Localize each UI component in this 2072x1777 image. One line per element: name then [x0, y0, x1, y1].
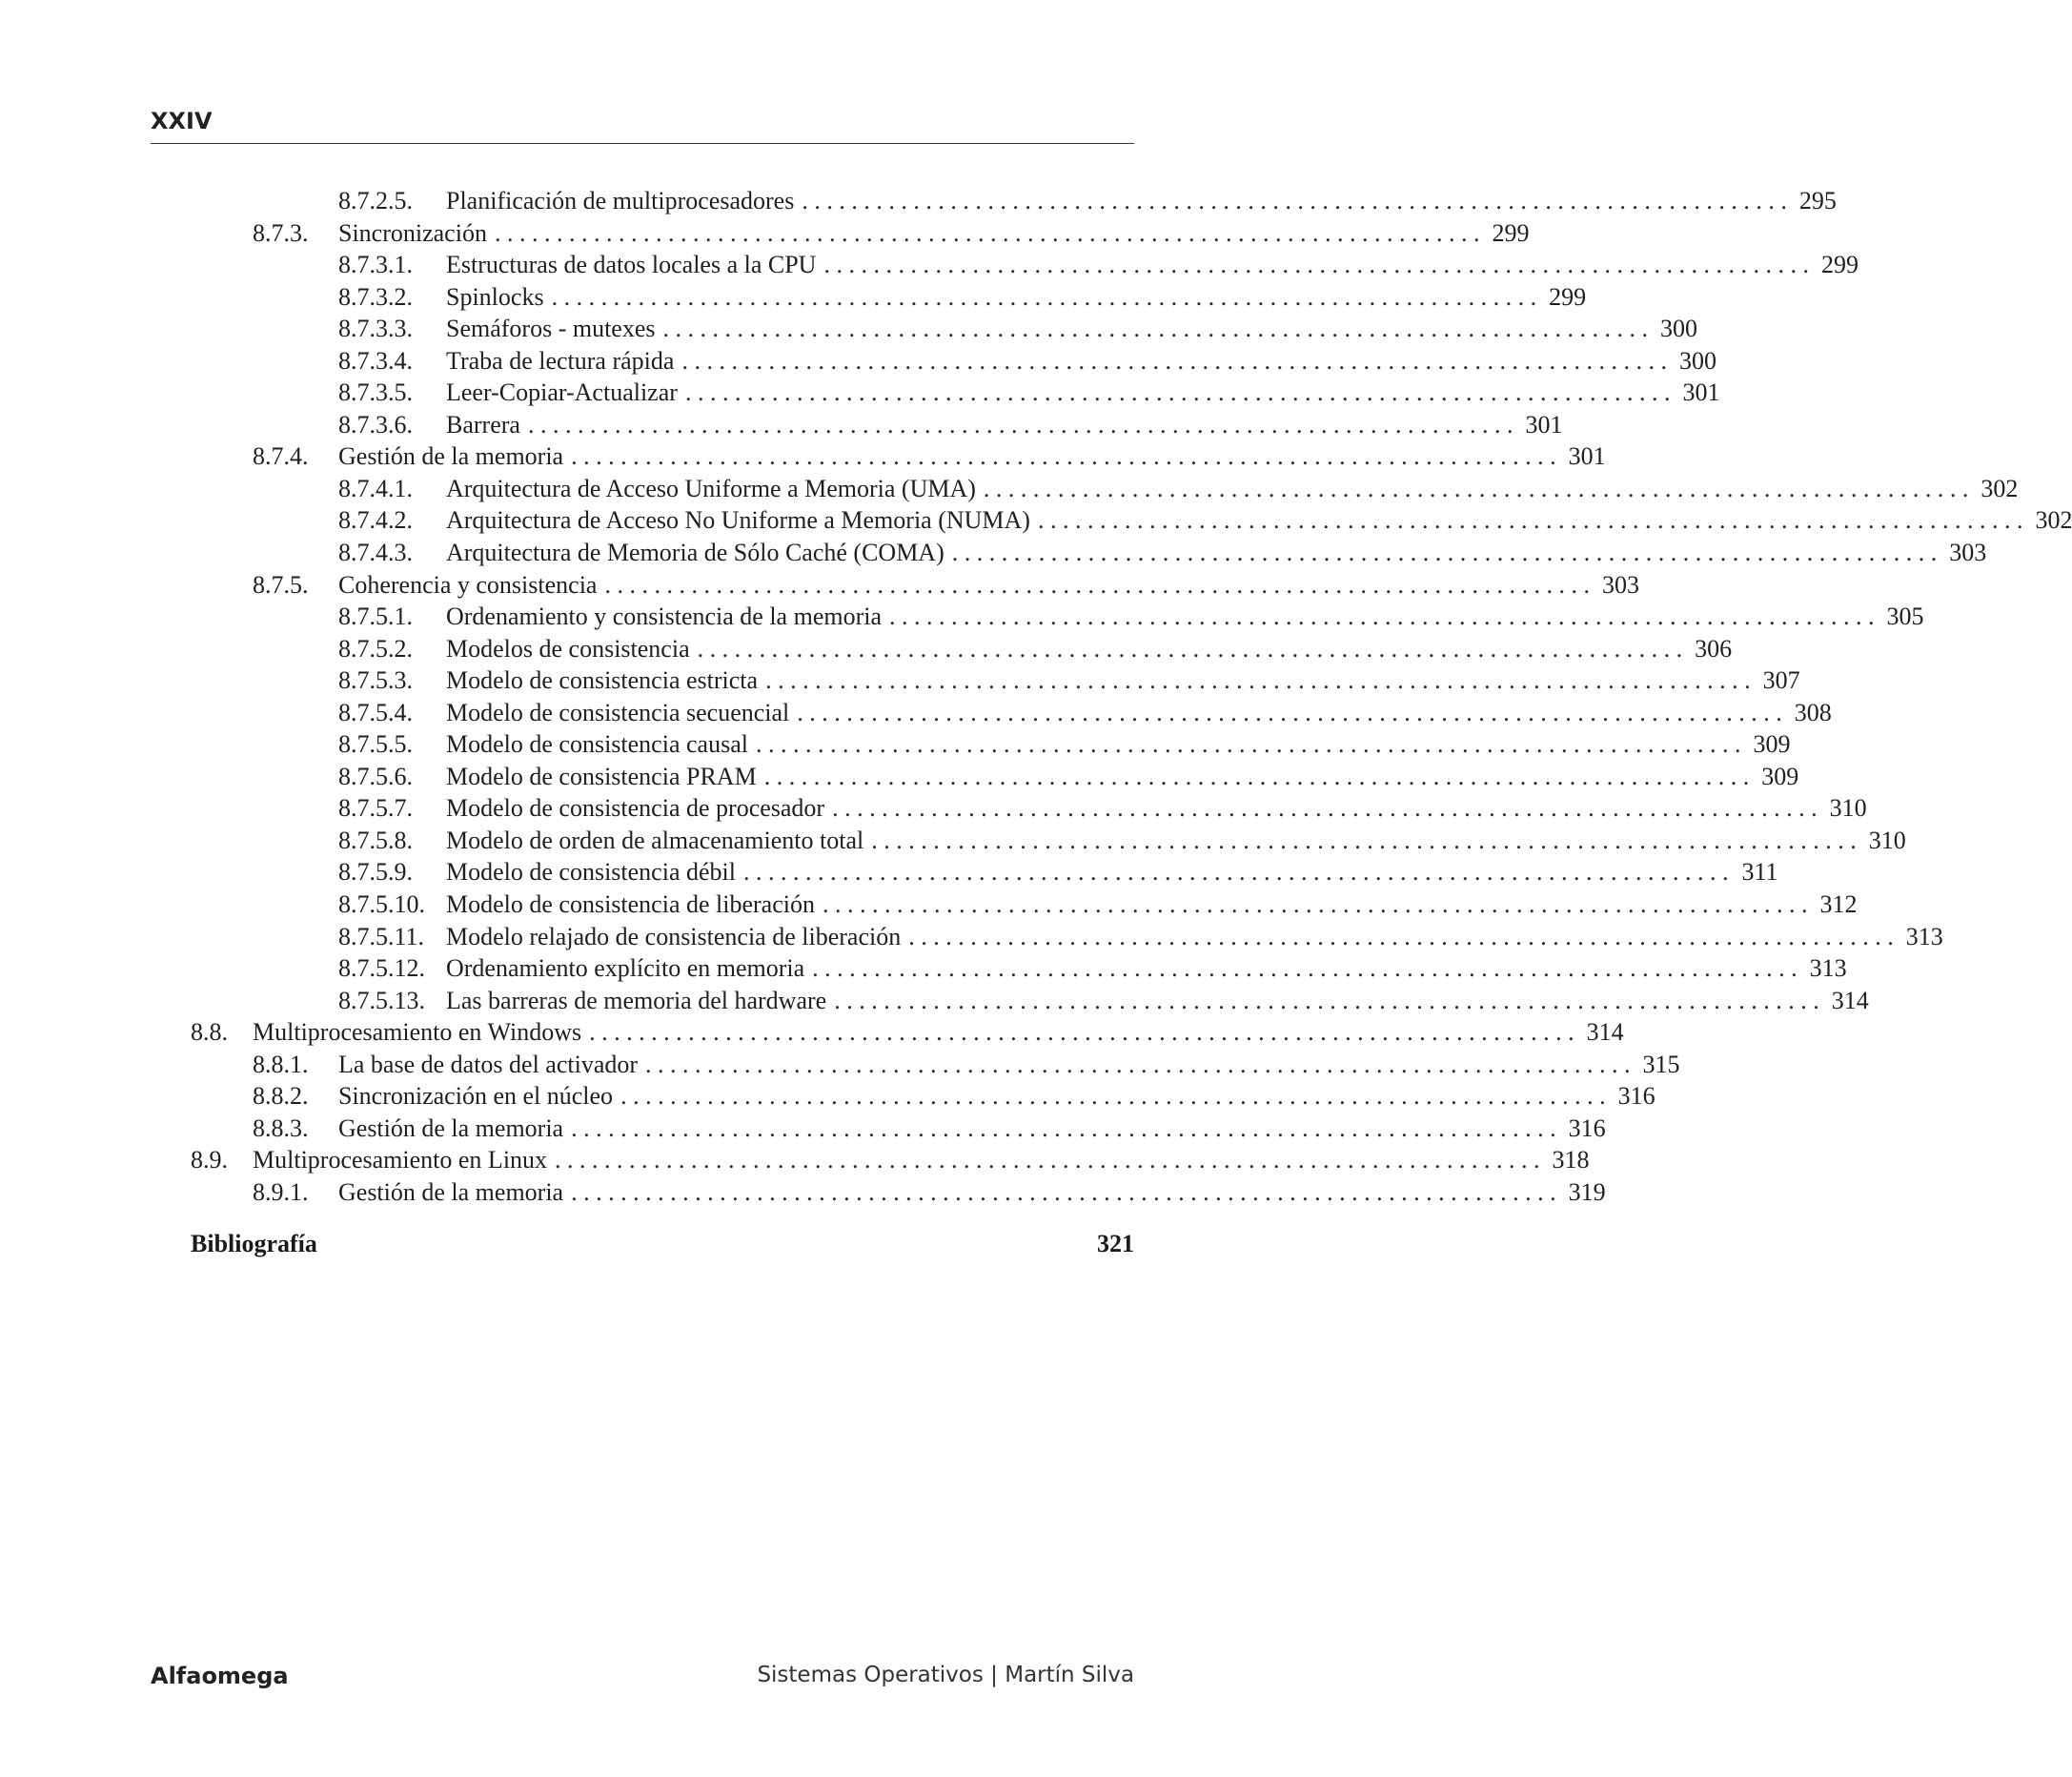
dot-leader: . . . . . . . . . . . . . . . . . . . . . . . . . . . . . . . . . . . . . . . . . . . . . . . . . . . . . . . . . . . . . . . . . . . . . . . . . . . . . . . . — [681, 346, 1667, 375]
toc-entry-number: 8.7.5.1. — [338, 603, 413, 631]
dot-leader: . . . . . . . . . . . . . . . . . . . . . . . . . . . . . . . . . . . . . . . . . . . . . . . . . . . . . . . . . . . . . . . . . . . . . . . . . . . . . . . . — [908, 922, 1894, 950]
toc-entry-number: 8.7.5. — [253, 570, 309, 599]
dot-leader: . . . . . . . . . . . . . . . . . . . . . . . . . . . . . . . . . . . . . . . . . . . . . . . . . . . . . . . . . . . . . . . . . . . . . . . . . . . . . . . . — [662, 315, 1649, 343]
toc-entry-body — [446, 601, 1924, 633]
toc-entry[interactable] — [0, 952, 1847, 985]
toc-entry-body — [338, 569, 1639, 602]
toc-entry-page: 310 — [1868, 826, 1906, 854]
toc-entry-title: Multiprocesamiento en Windows — [253, 1018, 582, 1047]
toc-entry-page: 301 — [1682, 378, 1720, 407]
toc-entry-number: 8.7.3.6. — [338, 410, 413, 439]
toc-entry-title: Arquitectura de Memoria de Sólo Caché (COMA) — [446, 539, 945, 567]
toc-entry-number: 8.7.4.3. — [338, 539, 413, 567]
dot-leader: . . . . . . . . . . . . . . . . . . . . . . . . . . . . . . . . . . . . . . . . . . . . . . . . . . . . . . . . . . . . . . . . . . . . . . . . . . . . . . . . — [555, 1146, 1540, 1174]
toc-entry-number: 8.7.5.7. — [338, 794, 413, 823]
toc-entry-page: 309 — [1753, 730, 1791, 759]
toc-entry[interactable] — [0, 249, 1859, 281]
toc-entry-title: Gestión de la memoria — [338, 442, 564, 471]
dot-leader: . . . . . . . . . . . . . . . . . . . . . . . . . . . . . . . . . . . . . . . . . . . . . . . . . . . . . . . . . . . . . . . . . . . . . . . . . . . . . . . . — [823, 251, 1809, 279]
toc-entry-title: Gestión de la memoria — [338, 1177, 564, 1206]
toc-entry[interactable] — [0, 888, 1858, 921]
toc-entry-page: 302 — [1981, 474, 2019, 502]
toc-entry-page: 311 — [1741, 858, 1778, 887]
dot-leader: . . . . . . . . . . . . . . . . . . . . . . . . . . . . . . . . . . . . . . . . . . . . . . . . . . . . . . . . . . . . . . . . . . . . . . . . . . . . . . . . — [983, 474, 1969, 502]
dot-leader: . . . . . . . . . . . . . . . . . . . . . . . . . . . . . . . . . . . . . . . . . . . . . . . . . . . . . . . . . . . . . . . . . . . . . . . . . . . . . . . . — [822, 890, 1808, 919]
toc-entry-body — [446, 697, 1832, 729]
page-roman-numeral: XXIV — [151, 108, 213, 134]
toc-entry-body — [446, 537, 1987, 569]
toc-entry-page: 300 — [1678, 346, 1717, 375]
toc-entry-title: Ordenamiento explícito en memoria — [446, 954, 805, 983]
dot-leader: . . . . . . . . . . . . . . . . . . . . . . . . . . . . . . . . . . . . . . . . . . . . . . . . . . . . . . . . . . . . . . . . . . . . . . . . . . . . . . . . — [1037, 506, 2023, 535]
toc-entry-number: 8.9.1. — [253, 1177, 309, 1206]
toc-entry-number: 8.7.5.3. — [338, 666, 413, 695]
toc-entry-body — [338, 1176, 1606, 1209]
dot-leader: . . . . . . . . . . . . . . . . . . . . . . . . . . . . . . . . . . . . . . . . . . . . . . . . . . . . . . . . . . . . . . . . . . . . . . . . . . . . . . . . — [802, 187, 1787, 214]
dot-leader: . . . . . . . . . . . . . . . . . . . . . . . . . . . . . . . . . . . . . . . . . . . . . . . . . . . . . . . . . . . . . . . . . . . . . . . . . . . . . . . . — [551, 282, 1537, 311]
toc-entry-page: 300 — [1660, 315, 1698, 343]
footer-book-author: Sistemas Operativos | Martín Silva — [757, 1663, 1134, 1687]
toc-entry[interactable] — [0, 1113, 1606, 1145]
toc-entry-body — [446, 633, 1733, 665]
toc-entry-body — [446, 921, 1943, 953]
toc-entry[interactable] — [0, 856, 1778, 888]
toc-entry-title: Traba de lectura rápida — [446, 346, 675, 375]
toc-entry-title: Modelo de consistencia PRAM — [446, 762, 757, 790]
toc-entry[interactable] — [0, 377, 1720, 409]
toc-entry-number: 8.7.4.1. — [338, 474, 413, 502]
toc-entry-page: 314 — [1831, 986, 1869, 1014]
toc-entry-body — [338, 217, 1530, 250]
toc-entry-title: Modelo de consistencia débil — [446, 858, 736, 887]
toc-entry-page: 318 — [1552, 1146, 1590, 1174]
toc-entry-body — [446, 504, 2072, 537]
toc-entry[interactable] — [0, 504, 2072, 537]
toc-entry-body — [338, 1049, 1680, 1081]
toc-entry-number: 8.7.5.11. — [338, 922, 425, 950]
toc-entry-page: 305 — [1886, 603, 1924, 631]
toc-entry[interactable] — [0, 985, 1869, 1017]
toc-entry-body — [446, 409, 1563, 441]
toc-entry-title: Semáforos - mutexes — [446, 315, 656, 343]
toc-entry[interactable] — [0, 537, 1987, 569]
toc-entry-number: 8.7.5.2. — [338, 634, 413, 663]
toc-entry-number: 8.7.3.5. — [338, 378, 413, 407]
toc-entry[interactable] — [0, 697, 1832, 729]
toc-entry-title: Modelos de consistencia — [446, 634, 690, 663]
toc-entry-page: 313 — [1809, 954, 1847, 983]
toc-entry-body — [446, 825, 1906, 857]
toc-entry-body — [446, 761, 1799, 793]
dot-leader: . . . . . . . . . . . . . . . . . . . . . . . . . . . . . . . . . . . . . . . . . . . . . . . . . . . . . . . . . . . . . . . . . . . . . . . . . . . . . . . . — [620, 1082, 1606, 1111]
toc-entry-title: Coherencia y consistencia — [338, 570, 598, 599]
toc-entry[interactable] — [0, 185, 1837, 217]
toc-entry-number: 8.7.5.5. — [338, 730, 413, 759]
toc-entry-title: Arquitectura de Acceso Uniforme a Memoria (UMA) — [446, 474, 976, 502]
toc-entry[interactable] — [0, 1049, 1680, 1081]
toc-entry[interactable] — [0, 1080, 1656, 1113]
toc-entry[interactable] — [0, 664, 1800, 697]
table-of-contents — [0, 185, 2072, 1209]
toc-entry-title: Ordenamiento y consistencia de la memoria — [446, 603, 883, 631]
toc-entry-title: Modelo de consistencia causal — [446, 730, 748, 759]
dot-leader: . . . . . . . . . . . . . . . . . . . . . . . . . . . . . . . . . . . . . . . . . . . . . . . . . . . . . . . . . . . . . . . . . . . . . . . . . . . . . . . . — [763, 762, 1750, 790]
toc-entry-number: 8.7.4.2. — [338, 506, 413, 535]
dot-leader: . . . . . . . . . . . . . . . . . . . . . . . . . . . . . . . . . . . . . . . . . . . . . . . . . . . . . . . . . . . . . . . . . . . . . . . . . . . . . . . . — [812, 954, 1798, 983]
toc-entry-body — [446, 952, 1847, 985]
toc-entry-body — [446, 728, 1791, 761]
toc-entry-title: Arquitectura de Acceso No Uniforme a Memoria (NUMA) — [446, 506, 1030, 535]
toc-entry-page: 315 — [1642, 1050, 1680, 1078]
toc-entry-page: 319 — [1568, 1177, 1606, 1206]
toc-entry-body — [338, 440, 1606, 473]
toc-entry-number: 8.8.1. — [253, 1050, 309, 1078]
toc-entry-title: Modelo de consistencia de liberación — [446, 890, 815, 919]
toc-entry-page: 309 — [1761, 762, 1799, 790]
toc-entry[interactable] — [0, 473, 2019, 505]
toc-entry-title: Leer-Copiar-Actualizar — [446, 378, 678, 407]
toc-entry-title: Modelo de consistencia estricta — [446, 666, 759, 695]
toc-entry-page: 301 — [1568, 442, 1606, 471]
toc-entry-page: 301 — [1525, 410, 1563, 439]
dot-leader: . . . . . . . . . . . . . . . . . . . . . . . . . . . . . . . . . . . . . . . . . . . . . . . . . . . . . . . . . . . . . . . . . . . . . . . . . . . . . . . . — [571, 1177, 1556, 1206]
toc-entry-number: 8.8.2. — [253, 1082, 309, 1111]
toc-entry-page: 302 — [2035, 506, 2072, 535]
toc-entry-number: 8.7.3.3. — [338, 315, 413, 343]
bibliography-page: 321 — [1097, 1230, 1134, 1257]
toc-entry[interactable] — [0, 1016, 1624, 1049]
toc-entry-page: 303 — [1601, 570, 1639, 599]
toc-entry-page: 306 — [1695, 634, 1733, 663]
toc-entry-body — [253, 1144, 1590, 1176]
toc-entry-body — [446, 664, 1800, 697]
toc-entry-page: 313 — [1905, 922, 1943, 950]
toc-entry[interactable] — [0, 313, 1698, 345]
toc-entry-page: 316 — [1617, 1082, 1656, 1111]
dot-leader: . . . . . . . . . . . . . . . . . . . . . . . . . . . . . . . . . . . . . . . . . . . . . . . . . . . . . . . . . . . . . . . . . . . . . . . . . . . . . . . . — [589, 1018, 1574, 1047]
toc-entry-number: 8.7.2.5. — [338, 187, 413, 214]
dot-leader: . . . . . . . . . . . . . . . . . . . . . . . . . . . . . . . . . . . . . . . . . . . . . . . . . . . . . . . . . . . . . . . . . . . . . . . . . . . . . . . . — [797, 698, 1782, 726]
toc-entry-number: 8.8. — [191, 1018, 228, 1047]
toc-entry[interactable] — [0, 1144, 1590, 1176]
toc-entry[interactable] — [0, 281, 1587, 314]
toc-entry-body — [253, 1016, 1624, 1049]
dot-leader: . . . . . . . . . . . . . . . . . . . . . . . . . . . . . . . . . . . . . . . . . . . . . . . . . . . . . . . . . . . . . . . . . . . . . . . . . . . . . . . . — [871, 826, 1857, 854]
dot-leader: . . . . . . . . . . . . . . . . . . . . . . . . . . . . . . . . . . . . . . . . . . . . . . . . . . . . . . . . . . . . . . . . . . . . . . . . . . . . . . . . — [697, 634, 1683, 663]
toc-entry[interactable] — [0, 633, 1733, 665]
toc-entry-number: 8.8.3. — [253, 1113, 309, 1142]
toc-entry-body — [446, 888, 1858, 921]
toc-entry-title: Sincronización — [338, 218, 487, 247]
toc-entry-number: 8.7.5.9. — [338, 858, 413, 887]
toc-entry-page: 299 — [1820, 251, 1859, 279]
toc-entry-body — [446, 792, 1867, 825]
toc-entry-body — [446, 473, 2019, 505]
dot-leader: . . . . . . . . . . . . . . . . . . . . . . . . . . . . . . . . . . . . . . . . . . . . . . . . . . . . . . . . . . . . . . . . . . . . . . . . . . . . . . . . — [494, 218, 1480, 247]
toc-entry-title: Estructuras de datos locales a la CPU — [446, 251, 817, 279]
toc-entry-page: 295 — [1798, 187, 1837, 214]
dot-leader: . . . . . . . . . . . . . . . . . . . . . . . . . . . . . . . . . . . . . . . . . . . . . . . . . . . . . . . . . . . . . . . . . . . . . . . . . . . . . . . . — [684, 378, 1671, 407]
dot-leader: . . . . . . . . . . . . . . . . . . . . . . . . . . . . . . . . . . . . . . . . . . . . . . . . . . . . . . . . . . . . . . . . . . . . . . . . . . . . . . . . — [889, 603, 1875, 631]
dot-leader: . . . . . . . . . . . . . . . . . . . . . . . . . . . . . . . . . . . . . . . . . . . . . . . . . . . . . . . . . . . . . . . . . . . . . . . . . . . . . . . . — [604, 570, 1590, 599]
dot-leader: . . . . . . . . . . . . . . . . . . . . . . . . . . . . . . . . . . . . . . . . . . . . . . . . . . . . . . . . . . . . . . . . . . . . . . . . . . . . . . . . — [571, 1113, 1556, 1142]
toc-entry-page: 308 — [1794, 698, 1832, 726]
toc-entry[interactable] — [0, 761, 1799, 793]
header-divider — [151, 143, 1134, 144]
toc-entry-page: 299 — [1492, 218, 1530, 247]
toc-entry[interactable] — [0, 409, 1563, 441]
dot-leader: . . . . . . . . . . . . . . . . . . . . . . . . . . . . . . . . . . . . . . . . . . . . . . . . . . . . . . . . . . . . . . . . . . . . . . . . . . . . . . . . — [765, 666, 1751, 695]
toc-entry[interactable] — [0, 569, 1639, 602]
toc-entry-body — [446, 377, 1720, 409]
toc-entry[interactable] — [0, 728, 1791, 761]
toc-entry-page: 316 — [1568, 1113, 1606, 1142]
toc-entry-page: 310 — [1829, 794, 1867, 823]
bibliography-title: Bibliografía — [191, 1230, 317, 1257]
toc-entry-number: 8.7.3.2. — [338, 282, 413, 311]
dot-leader: . . . . . . . . . . . . . . . . . . . . . . . . . . . . . . . . . . . . . . . . . . . . . . . . . . . . . . . . . . . . . . . . . . . . . . . . . . . . . . . . — [645, 1050, 1631, 1078]
toc-entry-title: Multiprocesamiento en Linux — [253, 1146, 548, 1174]
dot-leader: . . . . . . . . . . . . . . . . . . . . . . . . . . . . . . . . . . . . . . . . . . . . . . . . . . . . . . . . . . . . . . . . . . . . . . . . . . . . . . . . — [834, 986, 1819, 1014]
toc-entry-page: 303 — [1949, 539, 1987, 567]
toc-entry-number: 8.7.5.6. — [338, 762, 413, 790]
toc-entry-body — [338, 1113, 1606, 1145]
toc-entry-title: Sincronización en el núcleo — [338, 1082, 614, 1111]
toc-entry[interactable] — [0, 601, 1924, 633]
toc-entry-body — [446, 313, 1698, 345]
toc-entry[interactable] — [0, 1176, 1606, 1209]
dot-leader: . . . . . . . . . . . . . . . . . . . . . . . . . . . . . . . . . . . . . . . . . . . . . . . . . . . . . . . . . . . . . . . . . . . . . . . . . . . . . . . . — [571, 442, 1556, 471]
toc-entry-body — [446, 345, 1717, 378]
toc-entry[interactable] — [0, 825, 1906, 857]
toc-entry[interactable] — [0, 217, 1530, 250]
toc-entry-number: 8.7.3. — [253, 218, 309, 247]
toc-entry-title: Modelo de orden de almacenamiento total — [446, 826, 864, 854]
toc-entry-number: 8.7.5.12. — [338, 954, 425, 983]
toc-entry-body — [446, 985, 1869, 1017]
toc-entry-title: Barrera — [446, 410, 520, 439]
toc-entry-number: 8.7.3.4. — [338, 346, 413, 375]
toc-entry-body — [446, 281, 1587, 314]
toc-entry-page: 299 — [1549, 282, 1587, 311]
footer-publisher: Alfaomega — [151, 1663, 289, 1689]
dot-leader: . . . . . . . . . . . . . . . . . . . . . . . . . . . . . . . . . . . . . . . . . . . . . . . . . . . . . . . . . . . . . . . . . . . . . . . . . . . . . . . . — [527, 410, 1513, 439]
toc-entry-title: Modelo de consistencia de procesador — [446, 794, 825, 823]
dot-leader: . . . . . . . . . . . . . . . . . . . . . . . . . . . . . . . . . . . . . . . . . . . . . . . . . . . . . . . . . . . . . . . . . . . . . . . . . . . . . . . . — [755, 730, 1741, 759]
toc-entry[interactable] — [0, 792, 1867, 825]
toc-entry-title: Modelo de consistencia secuencial — [446, 698, 790, 726]
toc-entry-number: 8.7.5.10. — [338, 890, 425, 919]
toc-entry-number: 8.7.5.13. — [338, 986, 425, 1014]
toc-entry-title: Las barreras de memoria del hardware — [446, 986, 827, 1014]
toc-entry-title: Spinlocks — [446, 282, 544, 311]
toc-entry-page: 312 — [1819, 890, 1858, 919]
toc-entry[interactable] — [0, 921, 1943, 953]
toc-entry-number: 8.7.5.8. — [338, 826, 413, 854]
toc-entry-title: Planificación de multiprocesadores — [446, 187, 795, 214]
toc-entry-title: La base de datos del activador — [338, 1050, 639, 1078]
toc-entry-number: 8.9. — [191, 1146, 228, 1174]
toc-entry-page: 307 — [1762, 666, 1800, 695]
dot-leader: . . . . . . . . . . . . . . . . . . . . . . . . . . . . . . . . . . . . . . . . . . . . . . . . . . . . . . . . . . . . . . . . . . . . . . . . . . . . . . . . — [951, 539, 1938, 567]
toc-entry-body — [446, 249, 1859, 281]
toc-entry-page: 314 — [1586, 1018, 1624, 1047]
toc-entry[interactable] — [0, 345, 1717, 378]
toc-entry-title: Gestión de la memoria — [338, 1113, 564, 1142]
toc-entry-number: 8.7.5.4. — [338, 698, 413, 726]
dot-leader: . . . . . . . . . . . . . . . . . . . . . . . . . . . . . . . . . . . . . . . . . . . . . . . . . . . . . . . . . . . . . . . . . . . . . . . . . . . . . . . . — [832, 794, 1818, 823]
toc-entry-body — [446, 185, 1837, 217]
toc-entry-body — [446, 856, 1778, 888]
toc-entry-title: Modelo relajado de consistencia de liberación — [446, 922, 902, 950]
dot-leader: . . . . . . . . . . . . . . . . . . . . . . . . . . . . . . . . . . . . . . . . . . . . . . . . . . . . . . . . . . . . . . . . . . . . . . . . . . . . . . . . — [742, 858, 1729, 887]
toc-entry-body — [338, 1080, 1656, 1113]
toc-entry-number: 8.7.4. — [253, 442, 309, 471]
toc-entry[interactable] — [0, 440, 1606, 473]
toc-entry-number: 8.7.3.1. — [338, 251, 413, 279]
